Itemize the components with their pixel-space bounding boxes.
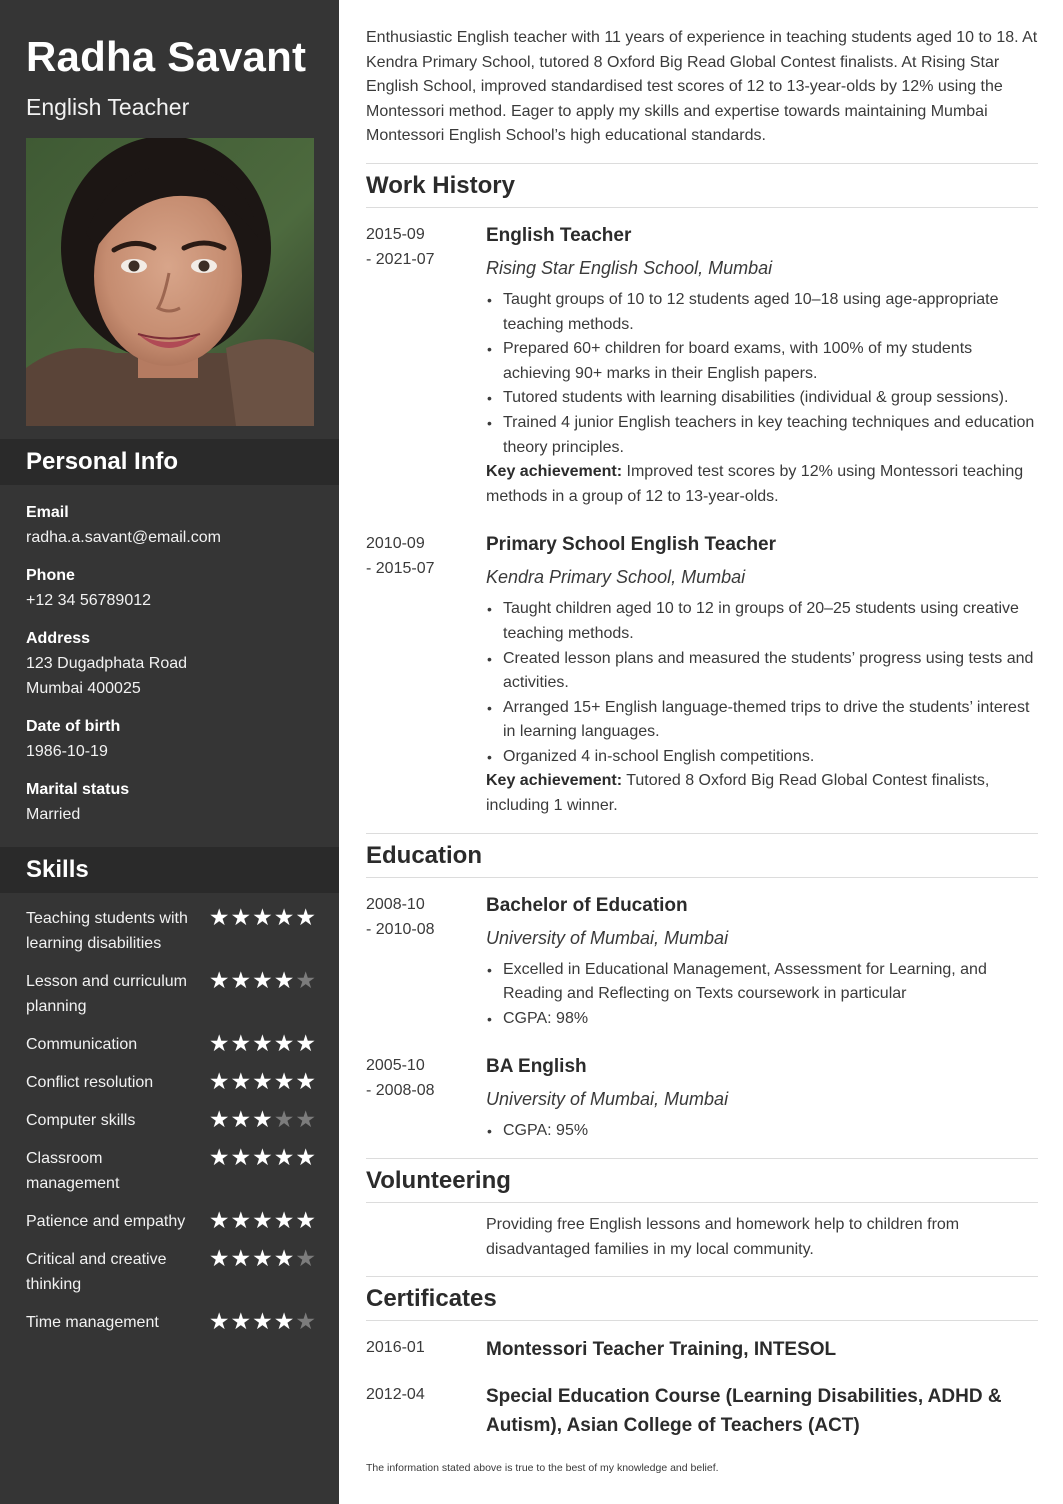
star-filled-icon: ★ — [252, 1106, 273, 1132]
list-item: • Tutored students with learning disabilities (individual & group sessions). — [486, 386, 1038, 411]
skill-rating — [209, 1209, 316, 1232]
skill-name: Critical and creative thinking — [26, 1251, 167, 1293]
star-filled-icon: ★ — [273, 1144, 295, 1170]
star-filled-icon: ★ — [252, 1068, 273, 1094]
skill-row — [26, 1209, 316, 1234]
star-filled-icon: ★ — [208, 967, 230, 993]
star-empty-icon: ★ — [273, 1106, 295, 1132]
star-filled-icon: ★ — [208, 1030, 230, 1056]
skill-name: Teaching students with learning disabilities — [26, 910, 188, 952]
key-achievement-text: Improved test scores by 12% using Montessori teaching methods in a group of 12 to 13-year-olds. — [486, 463, 1024, 505]
skill-name: Lesson and curriculum planning — [26, 973, 187, 1015]
star-filled-icon: ★ — [230, 1207, 252, 1233]
entry-date — [366, 1053, 486, 1144]
skill-name: Classroom management — [26, 1150, 120, 1192]
star-filled-icon: ★ — [252, 1144, 273, 1170]
bullet-list — [486, 597, 1038, 769]
institution: University of Mumbai, Mumbai — [486, 927, 729, 948]
work-entry — [366, 222, 1038, 509]
info-label: Marital status — [26, 781, 130, 798]
info-address — [26, 626, 316, 701]
skill-name: Time management — [26, 1314, 159, 1331]
info-label: Email — [26, 504, 69, 521]
info-label: Date of birth — [26, 718, 121, 735]
star-filled-icon: ★ — [295, 904, 316, 930]
footer-declaration: The information stated above is true to the best of my knowledge and belief. — [366, 1462, 719, 1474]
star-filled-icon: ★ — [273, 1245, 295, 1271]
key-achievement — [486, 460, 1038, 509]
entry-body — [486, 531, 1038, 818]
skill-rating — [209, 1108, 316, 1131]
star-filled-icon: ★ — [230, 1106, 252, 1132]
key-achievement-label: Key achievement: — [486, 463, 623, 481]
date-start: 2010-09 — [366, 535, 425, 553]
date-start: 2015-09 — [366, 225, 425, 243]
info-marital-status — [26, 777, 316, 827]
job-title: Primary School English Teacher — [486, 534, 777, 556]
employer: Rising Star English School, Mumbai — [486, 257, 773, 278]
star-filled-icon: ★ — [252, 904, 273, 930]
skill-rating — [209, 1070, 316, 1093]
entry-body — [486, 222, 1038, 509]
candidate-name: Radha Savant — [26, 33, 307, 80]
star-filled-icon: ★ — [273, 1030, 295, 1056]
entry-date — [366, 222, 486, 509]
employer: Kendra Primary School, Mumbai — [486, 567, 746, 588]
skill-rating — [209, 969, 316, 992]
date-start: 2005-10 — [366, 1057, 425, 1075]
info-phone — [26, 563, 316, 613]
work-history-title: Work History — [366, 171, 515, 199]
phone-value: +12 34 56789012 — [26, 592, 152, 609]
skill-row — [26, 1146, 316, 1196]
star-filled-icon: ★ — [295, 1207, 316, 1233]
star-filled-icon: ★ — [252, 967, 273, 993]
list-item: • Taught children aged 10 to 12 in groups of 20–25 students using creative teaching methods. — [486, 597, 1038, 646]
institution: University of Mumbai, Mumbai — [486, 1089, 729, 1110]
education-entry — [366, 892, 1038, 1032]
star-filled-icon: ★ — [208, 1068, 230, 1094]
star-filled-icon: ★ — [295, 1068, 316, 1094]
star-filled-icon: ★ — [230, 904, 252, 930]
address-line-2: Mumbai 400025 — [26, 680, 141, 697]
email-value: radha.a.savant@email.com — [26, 529, 221, 546]
star-empty-icon: ★ — [295, 1308, 316, 1334]
certificate-entry — [366, 1335, 1038, 1364]
star-filled-icon: ★ — [230, 967, 252, 993]
address-line-1: 123 Dugadphata Road — [26, 655, 188, 672]
star-filled-icon: ★ — [252, 1308, 273, 1334]
date-end: - 2015-07 — [366, 560, 435, 578]
skill-rating — [209, 1310, 316, 1333]
star-filled-icon: ★ — [252, 1245, 273, 1271]
bullet-list — [486, 288, 1038, 460]
date-end: - 2021-07 — [366, 250, 435, 268]
certificates-title: Certificates — [366, 1285, 497, 1313]
star-filled-icon: ★ — [230, 1245, 252, 1271]
skill-name: Computer skills — [26, 1112, 136, 1129]
star-filled-icon: ★ — [208, 1106, 230, 1132]
key-achievement — [486, 769, 1038, 818]
education-title: Education — [366, 841, 483, 869]
skill-row — [26, 1310, 316, 1335]
skill-row — [26, 1032, 316, 1057]
portrait-image — [26, 138, 314, 426]
volunteering-text: Providing free English lessons and homework help to children from disadvantaged families in my local community. — [486, 1216, 960, 1258]
entry-date: 2016-01 — [366, 1339, 425, 1357]
star-filled-icon: ★ — [230, 1068, 252, 1094]
volunteering-entry — [366, 1213, 1038, 1262]
star-empty-icon: ★ — [295, 1106, 316, 1132]
star-filled-icon: ★ — [295, 1144, 316, 1170]
list-item: • Taught groups of 10 to 12 students aged 10–18 using age-appropriate teaching methods. — [486, 288, 1038, 337]
skill-rating — [209, 1247, 316, 1270]
list-item: • Created lesson plans and measured the students’ progress using tests and activities. — [486, 647, 1038, 696]
skills-list — [26, 906, 316, 1348]
star-filled-icon: ★ — [208, 1245, 230, 1271]
entry-date-empty — [366, 1213, 486, 1262]
degree-title: Bachelor of Education — [486, 894, 688, 916]
job-title: English Teacher — [486, 224, 632, 246]
list-item: • Prepared 60+ children for board exams, with 100% of my students achieving 90+ marks in their English papers. — [486, 337, 1038, 386]
certificate-entry — [366, 1382, 1038, 1440]
skill-row — [26, 1108, 316, 1133]
star-filled-icon: ★ — [273, 1308, 295, 1334]
entry-body — [486, 892, 1038, 1032]
sidebar — [0, 0, 339, 1504]
star-empty-icon: ★ — [295, 967, 316, 993]
key-achievement-label: Key achievement: — [486, 772, 623, 790]
star-filled-icon: ★ — [208, 1308, 230, 1334]
skill-row — [26, 906, 316, 956]
star-filled-icon: ★ — [295, 1030, 316, 1056]
info-label: Address — [26, 630, 91, 647]
skill-name: Communication — [26, 1036, 138, 1053]
star-filled-icon: ★ — [208, 1207, 230, 1233]
date-end: - 2010-08 — [366, 920, 435, 938]
entry-date — [366, 892, 486, 1032]
personal-info-header: Personal Info — [0, 439, 339, 485]
main-content — [366, 26, 1038, 1440]
skill-row — [26, 969, 316, 1019]
star-filled-icon: ★ — [273, 1068, 295, 1094]
bullet-list — [486, 1119, 1038, 1144]
star-filled-icon: ★ — [273, 967, 295, 993]
skill-rating — [209, 1032, 316, 1055]
section-divider — [366, 877, 1038, 878]
info-label: Phone — [26, 567, 75, 584]
work-entry — [366, 531, 1038, 818]
certificate-title: Montessori Teacher Training, INTESOL — [486, 1339, 837, 1361]
list-item: • Organized 4 in-school English competitions. — [486, 745, 1038, 770]
list-item: • CGPA: 95% — [486, 1119, 1038, 1144]
marital-status-value: Married — [26, 806, 81, 823]
personal-info-list — [26, 500, 316, 840]
info-dob — [26, 714, 316, 764]
star-filled-icon: ★ — [273, 1207, 295, 1233]
volunteering-title: Volunteering — [366, 1167, 511, 1195]
info-email — [26, 500, 316, 550]
skill-rating — [209, 906, 316, 929]
candidate-title: English Teacher — [26, 94, 190, 120]
entry-date — [366, 531, 486, 818]
bullet-list — [486, 958, 1038, 1032]
key-achievement-text: Tutored 8 Oxford Big Read Global Contest finalists, including 1 winner. — [486, 772, 990, 815]
section-divider — [366, 1202, 1038, 1203]
entry-body — [486, 1053, 1038, 1144]
star-filled-icon: ★ — [208, 904, 230, 930]
list-item: • Arranged 15+ English language-themed trips to drive the students’ interest in learning languages. — [486, 696, 1038, 745]
star-filled-icon: ★ — [273, 904, 295, 930]
star-filled-icon: ★ — [252, 1030, 273, 1056]
date-end: - 2008-08 — [366, 1082, 435, 1100]
skill-row — [26, 1070, 316, 1095]
star-empty-icon: ★ — [295, 1245, 316, 1271]
skill-row — [26, 1247, 316, 1297]
list-item: • Trained 4 junior English teachers in key teaching techniques and education theory principles. — [486, 411, 1038, 460]
star-filled-icon: ★ — [230, 1030, 252, 1056]
degree-title: BA English — [486, 1056, 587, 1078]
dob-value: 1986-10-19 — [26, 743, 108, 760]
skills-header: Skills — [0, 847, 339, 893]
skill-name: Patience and empathy — [26, 1213, 186, 1230]
certificate-title: Special Education Course (Learning Disabilities, ADHD & Autism), Asian College of Teachers (ACT) — [486, 1386, 1002, 1437]
section-divider — [366, 1320, 1038, 1321]
entry-date: 2012-04 — [366, 1386, 425, 1404]
profile-summary: Enthusiastic English teacher with 11 years of experience in teaching students aged 10 to 18. At Kendra Primary School, tutored 8 Oxford Big Read Global Contest finalists. At Rising Star English School, improved standardised test scores of 12 to 13-year-olds by 12% using the Montessori method. Eager to apply my skills and expertise towards maintaining Mumbai Montessori English School’s high educational standards. — [366, 29, 1038, 145]
star-filled-icon: ★ — [230, 1144, 252, 1170]
profile-photo — [26, 138, 314, 426]
skill-rating — [209, 1146, 316, 1169]
education-entry — [366, 1053, 1038, 1144]
section-divider — [366, 207, 1038, 208]
list-item: • Excelled in Educational Management, Assessment for Learning, and Reading and Reflecting on Texts coursework in particular — [486, 958, 1038, 1007]
star-filled-icon: ★ — [208, 1144, 230, 1170]
skill-name: Conflict resolution — [26, 1074, 154, 1091]
star-filled-icon: ★ — [252, 1207, 273, 1233]
list-item: • CGPA: 98% — [486, 1007, 1038, 1032]
date-start: 2008-10 — [366, 895, 425, 913]
star-filled-icon: ★ — [230, 1308, 252, 1334]
